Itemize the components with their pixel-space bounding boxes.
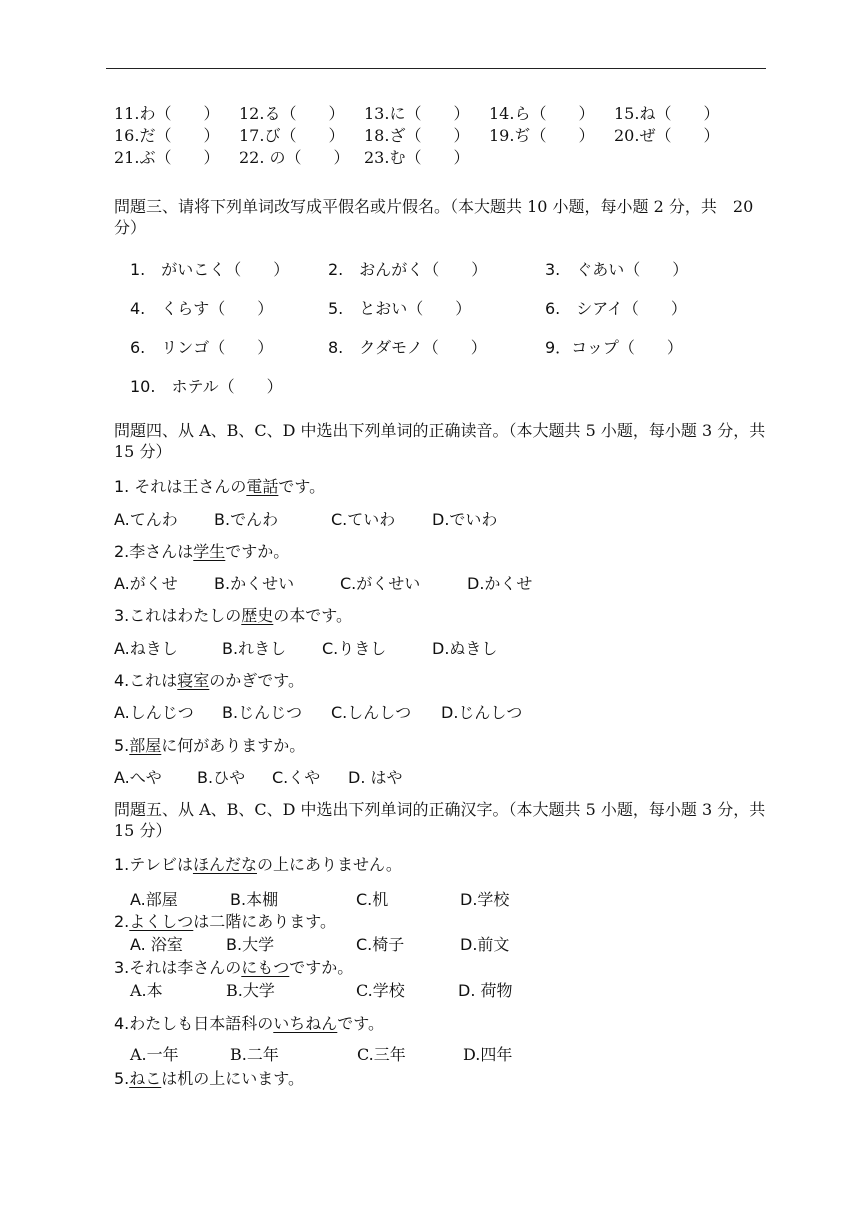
question-text: の本です。 xyxy=(273,606,353,625)
option-b: B.れきし xyxy=(222,639,287,658)
conversion-item: 5. とおい（ ） xyxy=(328,299,472,318)
underlined-word: ねこ xyxy=(129,1069,162,1088)
option-a: A.てんわ xyxy=(114,510,178,529)
kana-item: 14.ら（ ） xyxy=(489,104,595,123)
underlined-word: いちねん xyxy=(273,1014,338,1033)
kana-item: 19.ぢ（ ） xyxy=(489,126,595,145)
underlined-word: にもつ xyxy=(241,958,290,977)
kana-item: 15.ね（ ） xyxy=(614,104,720,123)
kana-item: 11.わ（ ） xyxy=(114,104,220,123)
underlined-word: 学生 xyxy=(193,542,226,561)
question-text: です。 xyxy=(337,1014,385,1033)
section3-heading: 問題三、请将下列单词改写成平假名或片假名。（本大题共 10 小题，每小题 2 分，共 20 分） xyxy=(114,197,754,237)
kana-item: 18.ざ（ ） xyxy=(364,126,470,145)
kana-item: 16.だ（ ） xyxy=(114,126,220,145)
option-b: B.本棚 xyxy=(230,890,279,909)
kana-item: 23.む（ ） xyxy=(364,148,470,167)
question-text: 5. xyxy=(114,1069,130,1088)
question-text: です。 xyxy=(278,477,326,496)
option-c: C.三年 xyxy=(357,1045,406,1064)
option-c: C.りきし xyxy=(322,639,387,658)
question-text: 4.わたしも日本語科の xyxy=(114,1014,274,1033)
question-text: 1. それは王さんの xyxy=(114,477,247,496)
option-b: B.大学 xyxy=(226,935,275,954)
kanji-question-3 xyxy=(114,955,353,978)
kana-item: 22. の（ ） xyxy=(239,148,350,167)
underlined-word: 部屋 xyxy=(129,736,162,755)
underlined-word: 電話 xyxy=(246,477,279,496)
question-text: に何がありますか。 xyxy=(161,736,306,755)
section5-heading: 問題五、从 A、B、C、D 中选出下列单词的正确汉字。（本大题共 5 小题，每小题 3 分，共 15 分） xyxy=(114,800,766,840)
underlined-word: 歴史 xyxy=(241,606,274,625)
option-b: B.じんじつ xyxy=(222,703,303,722)
option-c: C.椅子 xyxy=(356,935,405,954)
question-text: 3.これはわたしの xyxy=(114,606,242,625)
reading-question-2 xyxy=(114,539,289,562)
option-a: A.がくせ xyxy=(114,574,178,593)
option-d: D.ぬきし xyxy=(432,639,498,658)
underlined-word: 寝室 xyxy=(177,671,210,690)
conversion-item: 8. クダモノ（ ） xyxy=(328,338,487,357)
option-d: D.じんしつ xyxy=(441,703,523,722)
option-d: D.でいわ xyxy=(432,510,498,529)
option-b: B.でんわ xyxy=(214,510,279,529)
conversion-item: 4. くらす（ ） xyxy=(130,299,274,318)
question-text: 2. xyxy=(114,912,130,931)
question-text: 2.李さんは xyxy=(114,542,194,561)
question-text: の上にありません。 xyxy=(256,855,402,874)
kana-item: 13.に（ ） xyxy=(364,104,470,123)
option-c: C.しんしつ xyxy=(331,703,412,722)
conversion-item: 2. おんがく（ ） xyxy=(328,260,488,279)
option-d: D.四年 xyxy=(463,1045,513,1064)
question-text: ですか。 xyxy=(225,542,290,561)
reading-question-4 xyxy=(114,668,304,691)
option-c: C.がくせい xyxy=(340,574,421,593)
reading-question-1 xyxy=(114,474,325,497)
option-b: B.かくせい xyxy=(214,574,295,593)
kanji-question-4 xyxy=(114,1011,384,1034)
conversion-item: 6. リンゴ（ ） xyxy=(130,338,274,357)
option-a: A.本 xyxy=(130,981,163,1000)
option-a: A. 浴室 xyxy=(130,935,183,954)
conversion-item: 9．コップ（ ） xyxy=(545,338,683,357)
kanji-question-5 xyxy=(114,1066,304,1089)
option-c: C.机 xyxy=(356,890,389,909)
conversion-item: 6. シアイ（ ） xyxy=(545,299,687,318)
kanji-question-1 xyxy=(114,852,402,875)
question-text: 1.テレビは xyxy=(114,855,193,874)
question-text: 5. xyxy=(114,736,130,755)
kana-item: 17.び（ ） xyxy=(239,126,345,145)
option-a: A.部屋 xyxy=(130,890,178,909)
option-d: D.かくせ xyxy=(467,574,533,593)
conversion-item: 3. ぐあい（ ） xyxy=(545,260,689,279)
kanji-question-2 xyxy=(114,909,336,932)
header-rule xyxy=(106,68,766,69)
kana-item: 21.ぶ（ ） xyxy=(114,148,220,167)
option-d: D.学校 xyxy=(460,890,510,909)
option-a: A.しんじつ xyxy=(114,703,194,722)
section4-heading: 問題四、从 A、B、C、D 中选出下列单词的正确读音。（本大题共 5 小题，每小题 3 分，共 15 分） xyxy=(114,421,766,461)
option-c: C.ていわ xyxy=(331,510,396,529)
option-d: D. 荷物 xyxy=(458,981,513,1000)
option-b: B.二年 xyxy=(230,1045,279,1064)
kana-item: 12.る（ ） xyxy=(239,104,345,123)
option-c: C.くや xyxy=(272,768,321,787)
conversion-item: 10. ホテル（ ） xyxy=(130,377,283,396)
question-text: 3.それは李さんの xyxy=(114,958,242,977)
underlined-word: ほんだな xyxy=(192,855,257,874)
question-text: 4.これは xyxy=(114,671,178,690)
option-b: B.ひや xyxy=(197,768,246,787)
option-a: A.ねきし xyxy=(114,639,178,658)
question-text: のかぎです。 xyxy=(209,671,305,690)
option-d: D. はや xyxy=(348,768,403,787)
option-d: D.前文 xyxy=(460,935,510,954)
option-c: C.学校 xyxy=(356,981,405,1000)
reading-question-3 xyxy=(114,603,352,626)
question-text: は二階にあります。 xyxy=(193,912,337,931)
option-b: B.大学 xyxy=(226,981,275,1000)
option-a: A.へや xyxy=(114,768,162,787)
kana-item: 20.ぜ（ ） xyxy=(614,126,720,145)
question-text: ですか。 xyxy=(289,958,354,977)
question-text: は机の上にいます。 xyxy=(161,1069,305,1088)
underlined-word: よくしつ xyxy=(129,912,194,931)
option-a: A.一年 xyxy=(130,1045,179,1064)
conversion-item: 1. がいこく（ ） xyxy=(130,260,290,279)
reading-question-5 xyxy=(114,733,305,756)
